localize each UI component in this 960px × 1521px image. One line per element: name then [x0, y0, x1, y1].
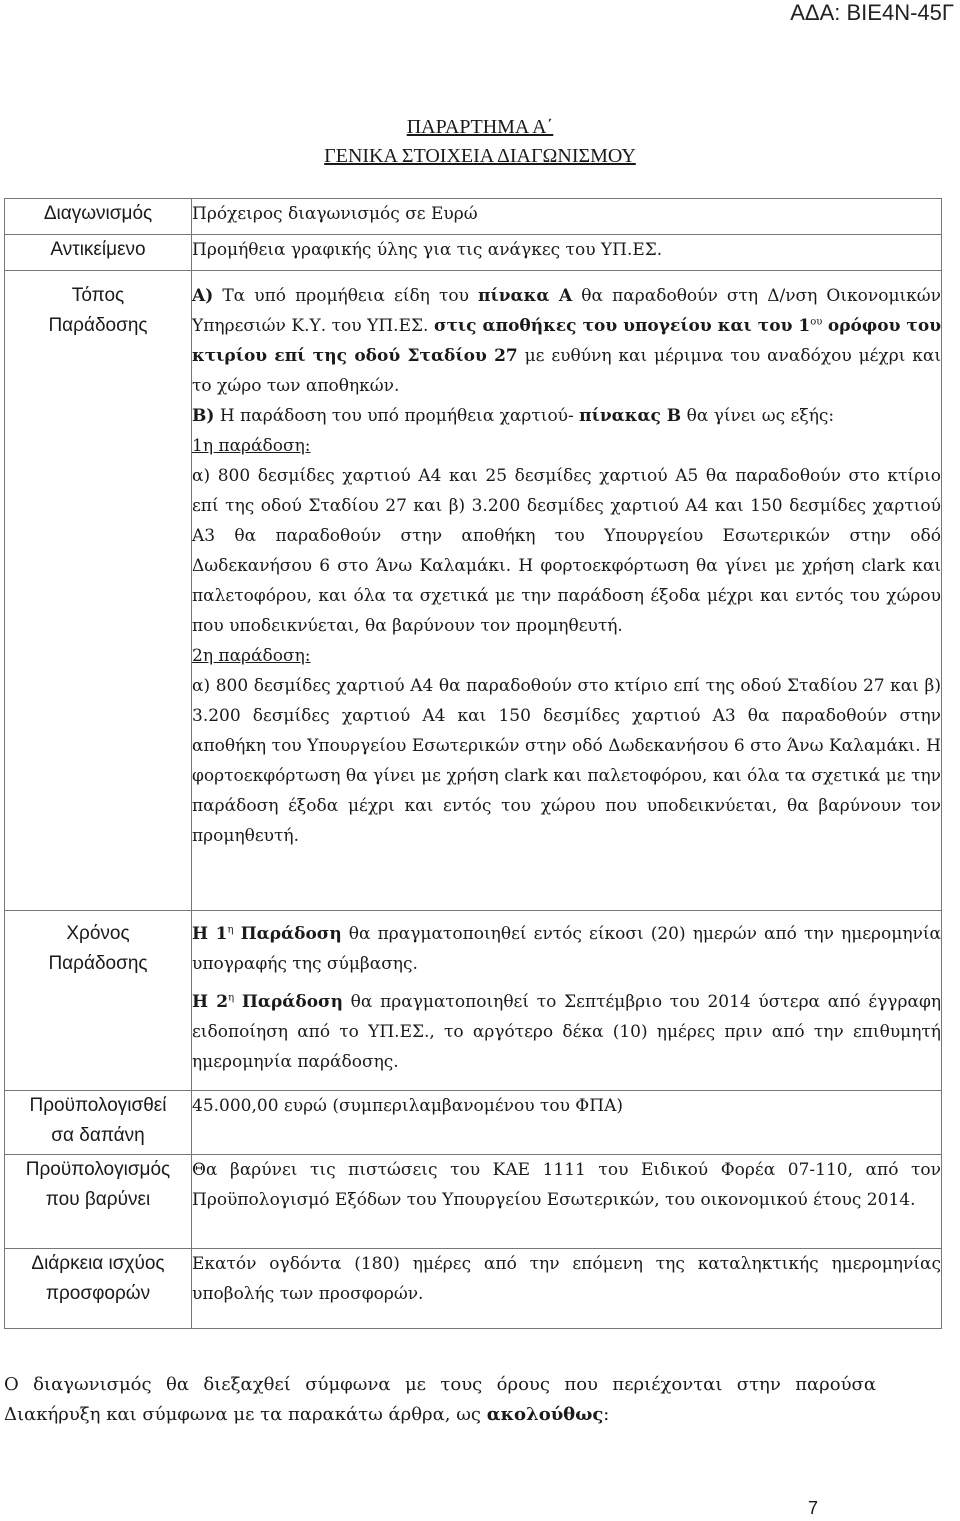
- label-dapani-line1: Προϋπολογισθεί: [29, 1095, 167, 1116]
- label-topos: [5, 271, 192, 911]
- label-diarkeia: [5, 1249, 192, 1329]
- delivery-1-heading: 1η παράδοση:: [192, 436, 311, 456]
- value-diarkeia: Εκατόν ογδόντα (180) ημέρες από την επόμενη της καταληκτικής ημερομηνίας υποβολής των προσφορών.: [192, 1249, 942, 1329]
- row-diarkeia: [5, 1249, 942, 1329]
- delivery-2-text: α) 800 δεσμίδες χαρτιού Α4 θα παραδοθούν στο κτίριο επί της οδού Σταδίου 27 και β) 3.200 δεσμίδες χαρτιού Α4 και 150 δεσμίδες χαρτιού Α3 θα παραδοθούν στην αποθήκη του Υπουργείου Εσωτερικών στην οδό Δωδεκανήσου 6 στο Άνω Καλαμάκι. Η φορτοεκφόρτωση θα γίνει με χρήση clark και παλετοφόρου, και όλα τα σχετικά με την παράδοση έξοδα μέχρι και εντός του χώρου που υποδεικνύεται, θα βαρύνουν τον προμηθευτή.: [192, 676, 941, 846]
- label-dapani-line2: σα δαπάνη: [51, 1125, 145, 1146]
- part-a-text-2: θα παραδοθούν στη Δ/νση Οικονομικών Υπηρεσιών Κ.Υ. του ΥΠ.ΕΣ.: [192, 286, 941, 336]
- xronos-p1-bold-2: Παράδοση: [240, 924, 342, 944]
- xronos-p1-bold: Η 1: [192, 924, 228, 944]
- xronos-p1-text: θα πραγματοποιηθεί εντός είκοσι (20) ημερών από την ημερομηνία υπογραφής της σύμβασης.: [192, 924, 941, 974]
- closing-paragraph: [4, 1370, 876, 1430]
- label-xronos: [5, 911, 192, 1091]
- value-dapani: 45.000,00 ευρώ (συμπεριλαμβανομένου του ΦΠΑ): [192, 1091, 942, 1155]
- xronos-delivery-1: [192, 919, 941, 979]
- label-diarkeia-line1: Διάρκεια ισχύος: [31, 1253, 165, 1274]
- label-proypologismos-line2: που βαρύνει: [45, 1189, 151, 1210]
- label-proypologismos: [5, 1155, 192, 1249]
- delivery-2-heading: 2η παράδοση:: [192, 646, 311, 666]
- annex-title: ΠΑΡΑΡΤΗΜΑ Α΄: [406, 116, 554, 138]
- label-antikeimeno: Αντικείμενο: [5, 235, 192, 271]
- row-xronos: [5, 911, 942, 1091]
- label-topos-line2: Παράδοσης: [48, 315, 148, 336]
- part-b-marker: Β): [192, 406, 215, 426]
- row-antikeimeno: [5, 235, 942, 271]
- ada-code: ΑΔΑ: ΒΙΕ4Ν-45Γ: [790, 0, 954, 25]
- xronos-p2-bold: Η 2: [192, 992, 229, 1012]
- label-diarkeia-line2: προσφορών: [45, 1283, 151, 1304]
- xronos-p2-bold-2: Παράδοση: [241, 992, 343, 1012]
- topos-part-b: [192, 401, 941, 431]
- part-a-text-1: Τα υπό προμήθεια είδη του: [222, 286, 469, 306]
- part-a-text-3: με ευθύνη και μέριμνα του αναδόχου μέχρι και το χώρο των αποθηκών.: [192, 346, 942, 396]
- general-data-table: [4, 198, 942, 1329]
- row-diagonismos: [5, 199, 942, 235]
- part-a-marker: Α): [192, 286, 214, 306]
- label-xronos-line2: Παράδοσης: [48, 953, 148, 974]
- row-topos: [5, 271, 942, 911]
- value-antikeimeno: Προμήθεια γραφικής ύλης για τις ανάγκες του ΥΠ.ΕΣ.: [192, 235, 942, 271]
- part-a-bold-3: ορόφου του κτιρίου επί της οδού Σταδίου 27: [192, 316, 942, 366]
- value-proypologismos: Θα βαρύνει τις πιστώσεις του ΚΑΕ 1111 του Ειδικού Φορέα 07-110, από τον Προϋπολογισμό Εξόδων του Υπουργείου Εσωτερικών, του οικονομικού έτους 2014.: [192, 1155, 942, 1249]
- row-dapani: [5, 1091, 942, 1155]
- annex-subtitle: ΓΕΝΙΚΑ ΣΤΟΙΧΕΙΑ ΔΙΑΓΩΝΙΣΜΟΥ: [324, 145, 636, 167]
- label-diagonismos: Διαγωνισμός: [5, 199, 192, 235]
- xronos-p1-sup: η: [227, 924, 234, 936]
- part-b-text-1: Η παράδοση του υπό προμήθεια χαρτιού-: [219, 406, 574, 426]
- label-topos-line1: Τόπος: [71, 285, 125, 306]
- page-number: 7: [808, 1498, 819, 1518]
- xronos-delivery-2: [192, 987, 941, 1077]
- part-a-bold-1: πίνακα Α: [478, 286, 573, 306]
- part-a-bold-2: στις αποθήκες του υπογείου και του 1: [433, 316, 811, 336]
- value-topos: [192, 271, 942, 911]
- closing-text: Ο διαγωνισμός θα διεξαχθεί σύμφωνα με τους όρους που περιέχονται στην παρούσα Διακήρυξη και σύμφωνα με τα παρακάτω άρθρα, ως: [4, 1374, 876, 1425]
- part-b-text-2: θα γίνει ως εξής:: [686, 406, 835, 426]
- row-proypologismos: [5, 1155, 942, 1249]
- value-xronos: [192, 911, 942, 1091]
- label-xronos-line1: Χρόνος: [66, 923, 130, 944]
- xronos-p2-text: θα πραγματοποιηθεί το Σεπτέμβριο του 2014 ύστερα από έγγραφη ειδοποίηση από το ΥΠ.ΕΣ., το αργότερο δέκα (10) ημέρες πριν από την επιθυμητή ημερομηνία παράδοσης.: [192, 992, 942, 1072]
- closing-end: :: [603, 1404, 610, 1425]
- xronos-p2-sup: η: [228, 992, 235, 1004]
- label-dapani: [5, 1091, 192, 1155]
- delivery-1-text: α) 800 δεσμίδες χαρτιού Α4 και 25 δεσμίδες χαρτιού Α5 θα παραδοθούν στο κτίριο επί της οδού Σταδίου 27 και β) 3.200 δεσμίδες χαρτιού Α4 και 150 δεσμίδες χαρτιού Α3 θα παραδοθούν στην αποθήκη του Υπουργείου Εσωτερικών στην οδό Δωδεκανήσου 6 στο Άνω Καλαμάκι. Η φορτοεκφόρτωση θα γίνει με χρήση clark και παλετοφόρου, και όλα τα σχετικά με την παράδοση έξοδα μέχρι και εντός του χώρου που υποδεικνύεται, θα βαρύνουν τον προμηθευτή.: [192, 466, 941, 636]
- part-a-sup: ου: [810, 316, 823, 328]
- topos-part-a: [192, 281, 941, 401]
- value-diagonismos: Πρόχειρος διαγωνισμός σε Ευρώ: [192, 199, 942, 235]
- closing-bold: ακολούθως: [486, 1404, 604, 1425]
- part-b-bold: πίνακας Β: [579, 406, 682, 426]
- label-proypologismos-line1: Προϋπολογισμός: [25, 1159, 171, 1180]
